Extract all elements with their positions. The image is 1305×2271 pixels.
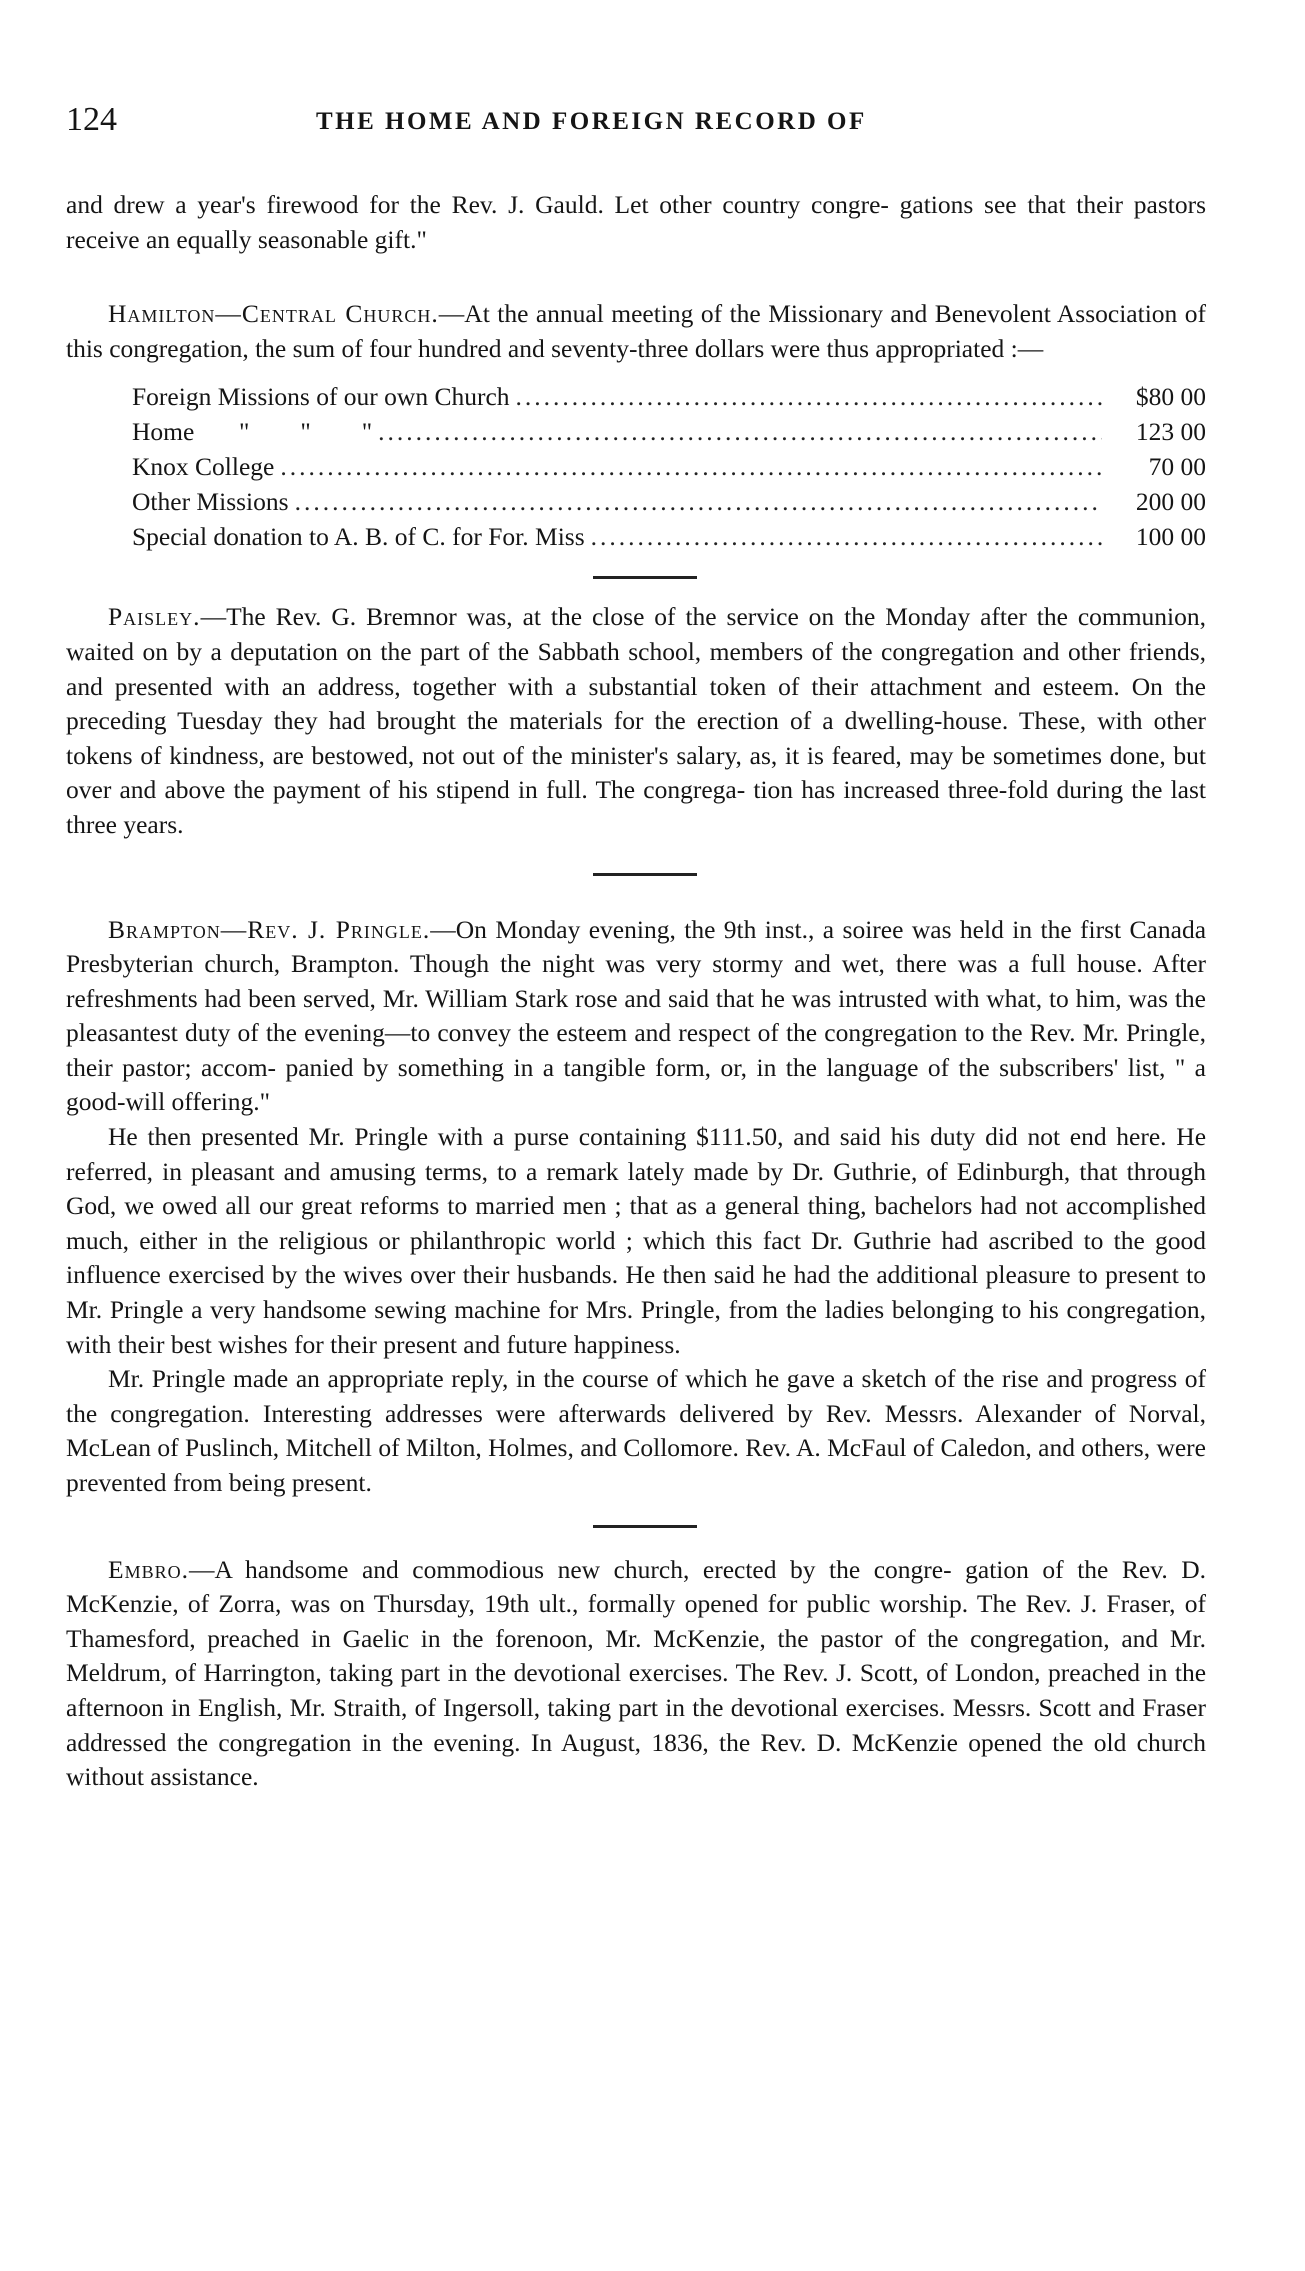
appropriation-row (132, 485, 1206, 520)
appropriation-amount: 123 00 (1135, 417, 1206, 447)
embro-section (66, 1553, 1206, 1795)
page-number: 124 (66, 101, 117, 138)
dot-leader (289, 485, 1102, 520)
appropriation-row (132, 380, 1206, 415)
appropriation-label: Knox College (132, 451, 275, 481)
appropriation-label: Foreign Missions of our own Church (132, 382, 510, 412)
appropriation-row (132, 520, 1206, 555)
appropriation-row (132, 415, 1206, 450)
dot-leader (372, 415, 1102, 450)
appropriation-label: Home " " " (132, 417, 373, 447)
section-divider (66, 554, 1206, 600)
brampton-heading: Brampton—Rev. J. Pringle. (108, 914, 431, 944)
embro-heading: Embro. (108, 1554, 189, 1584)
paisley-paragraph: Paisley.—The Rev. G. Bremnor was, at the close of the service on the Monday after the communion, waited on by a deputation on the part of the Sabbath school, members of the congregation and other friends, and presented with an address, together with a substantial token of their attachment and esteem. On the preceding Tuesday they had brought the materials for the erection of a dwelling-house. These, with other tokens of kindness, are bestowed, not out of the minister's salary, as, it is feared, may be sometimes done, but over and above the payment of his stipend in full. The congrega- tion has increased three-fold during the last three years. (66, 602, 1207, 839)
article-body (66, 188, 1206, 1795)
intro-paragraph: and drew a year's firewood for the Rev. J. Gauld. Let other country congre- gations see that their pastors receive an equally seasonable gift." (66, 190, 1207, 254)
paisley-heading: Paisley. (108, 602, 201, 632)
brampton-paragraph-1: Brampton—Rev. J. Pringle.—On Monday evening, the 9th inst., a soiree was held in the first Canada Presbyterian church, Brampton. Though the night was very stormy and wet, there was a full house. After refreshments had been served, Mr. William Stark rose and said that he was intrusted with what, to him, was the pleasantest duty of the evening—to convey the esteem and respect of the congregation to the Rev. Mr. Pringle, their pastor; accom- panied by something in a tangible form, or, in the language of the subscribers' list, " a good-will offering." (66, 914, 1207, 1117)
appropriation-row (132, 450, 1206, 485)
brampton-paragraph-2: He then presented Mr. Pringle with a purse containing $111.50, and said his duty did not end here. He referred, in pleasant and amusing terms, to a remark lately made by Dr. Guthrie, of Edinburgh, that through God, we owed all our great reforms to married men ; that as a general thing, bachelors had not accomplished much, either in the religious or philanthropic world ; which this fact Dr. Guthrie had ascribed to the good influence exercised by the wives over their husbands. He then said he had the additional pleasure to present to Mr. Pringle a very handsome sewing machine for Mrs. Pringle, from the ladies belonging to his congregation, with their best wishes for their present and future happiness. (66, 1122, 1207, 1359)
page-header (66, 100, 1216, 140)
hamilton-paragraph: Hamilton—Central Church.—At the annual meeting of the Missionary and Benevolent Association of this congregation, the sum of four hundred and seventy-three dollars were thus appropriated :— (66, 299, 1206, 363)
appropriations-list (132, 380, 1206, 554)
hamilton-section (66, 297, 1206, 554)
embro-paragraph: Embro.—A handsome and commodious new church, erected by the congre- gation of the Rev. D. McKenzie, of Zorra, was on Thursday, 19th ult., formally opened for public worship. The Rev. J. Fraser, of Thamesford, preached in Gaelic in the forenoon, Mr. McKenzie, the pastor of the congregation, and Mr. Meldrum, of Harrington, taking part in the devotional exercises. The Rev. J. Scott, of London, preached in the afternoon in English, Mr. Straith, of Ingersoll, taking part in the devotional exercises. Messrs. Scott and Fraser addressed the congregation in the evening. In August, 1836, the Rev. D. McKenzie opened the old church without assistance. (66, 1554, 1207, 1792)
dot-leader (510, 380, 1102, 415)
dot-leader (585, 520, 1102, 555)
appropriation-amount: $80 00 (1135, 382, 1206, 412)
section-divider (66, 1501, 1206, 1553)
brampton-paragraph-3: Mr. Pringle made an appropriate reply, in the course of which he gave a sketch of the rise and progress of the congregation. Interesting addresses were afterwards delivered by Rev. Messrs. Alexander of Norval, McLean of Puslinch, Mitchell of Milton, Holmes, and Collomore. Rev. A. McFaul of Caledon, and others, were prevented from being present. (66, 1364, 1207, 1498)
section-divider (66, 843, 1206, 913)
appropriation-amount: 200 00 (1135, 486, 1206, 516)
appropriation-amount: 70 00 (1148, 451, 1206, 481)
appropriation-label: Special donation to A. B. of C. for For. Miss (132, 521, 585, 551)
appropriation-label: Other Missions (132, 486, 289, 516)
appropriation-amount: 100 00 (1135, 521, 1206, 551)
brampton-section (66, 913, 1206, 1501)
running-title: THE HOME AND FOREIGN RECORD OF (316, 108, 867, 135)
dot-leader (274, 450, 1102, 485)
paisley-section (66, 600, 1206, 842)
hamilton-heading: Hamilton—Central Church. (108, 299, 439, 329)
